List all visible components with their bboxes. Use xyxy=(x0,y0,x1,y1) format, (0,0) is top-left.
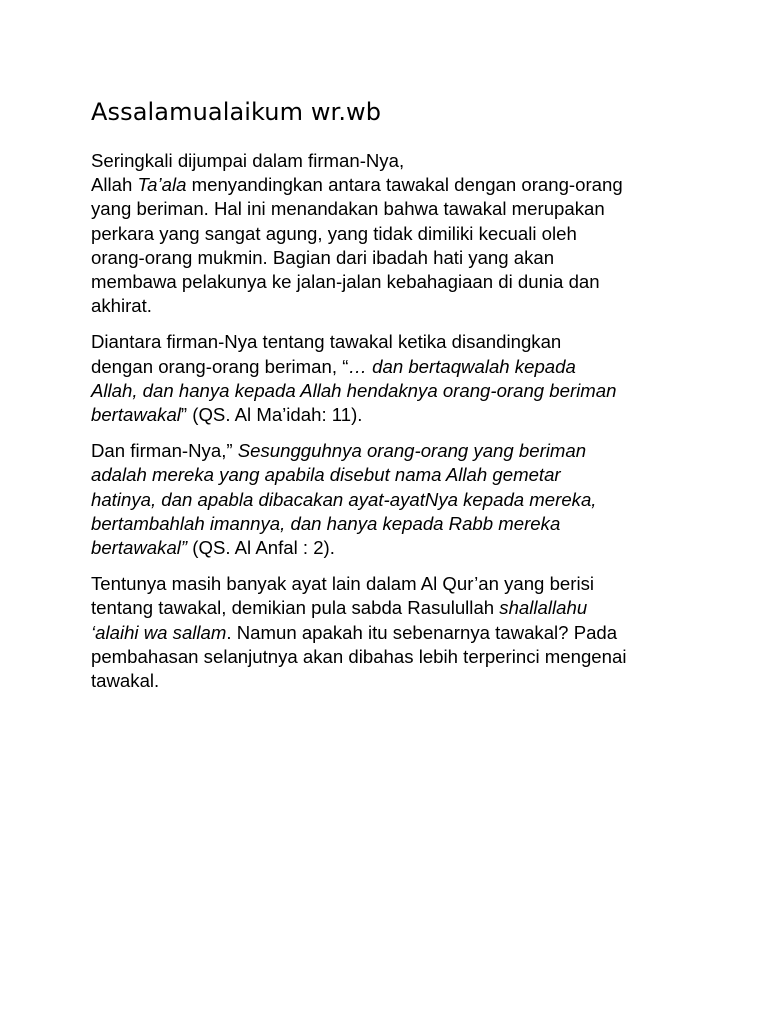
text-run: orang-orang mukmin. Bagian dari ibadah hati yang akan xyxy=(91,246,555,268)
italic-run: hatinya, dan apabla dibacakan ayat-ayatNya kepada mereka, xyxy=(91,488,597,510)
italic-run: adalah mereka yang apabila disebut nama Allah gemetar xyxy=(91,464,561,486)
text-run: tawakal. xyxy=(91,670,160,692)
italic-run: ‘alaihi wa sallam xyxy=(91,621,227,643)
paragraph-line xyxy=(91,669,686,693)
document-page xyxy=(91,96,691,705)
text-run: yang beriman. Hal ini menandakan bahwa tawakal merupakan xyxy=(91,198,605,220)
text-run: Diantara firman-Nya tentang tawakal ketika disandingkan xyxy=(91,331,562,353)
italic-run: bertawakal xyxy=(91,404,181,426)
italic-run: shallallahu xyxy=(499,597,588,619)
paragraph-line xyxy=(91,149,686,173)
paragraph-line xyxy=(91,173,686,197)
paragraph-line xyxy=(91,596,686,620)
paragraph-line xyxy=(91,621,686,645)
paragraph-line xyxy=(91,488,686,512)
text-run: Tentunya masih banyak ayat lain dalam Al Qur’an yang berisi xyxy=(91,573,595,595)
italic-run: … dan bertaqwalah kepada xyxy=(348,355,576,377)
paragraph-line xyxy=(91,246,686,270)
paragraph-line xyxy=(91,439,686,463)
text-run: menyandingkan antara tawakal dengan orang-orang xyxy=(186,174,623,196)
paragraph-line xyxy=(91,197,686,221)
text-run: Seringkali dijumpai dalam firman-Nya, xyxy=(91,150,405,171)
document-heading: Assalamualaikum wr.wb xyxy=(91,98,382,126)
paragraph-2 xyxy=(91,330,686,427)
paragraph-line xyxy=(91,645,686,669)
paragraph-4 xyxy=(91,572,686,693)
text-run: akhirat. xyxy=(91,295,152,317)
italic-run: bertambahlah imannya, dan hanya kepada Rabb mereka xyxy=(91,512,561,534)
italic-run: Allah, dan hanya kepada Allah hendaknya orang-orang beriman xyxy=(91,379,617,401)
italic-run: Sesungguhnya orang-orang yang beriman xyxy=(237,440,587,462)
paragraph-line xyxy=(91,294,686,318)
text-run: . Namun apakah itu sebenarnya tawakal? Pada xyxy=(226,621,618,643)
paragraph-line xyxy=(91,536,686,560)
text-run: Dan firman-Nya,” xyxy=(91,440,238,462)
italic-run: Ta’ala xyxy=(137,174,187,196)
paragraph-line xyxy=(91,512,686,536)
text-run: (QS. Al Anfal : 2). xyxy=(187,537,335,559)
paragraph-line xyxy=(91,572,686,596)
text-run: dengan orang-orang beriman, “ xyxy=(91,355,349,377)
text-run: pembahasan selanjutnya akan dibahas lebih terperinci mengenai xyxy=(91,645,627,667)
text-run: membawa pelakunya ke jalan-jalan kebahagiaan di dunia dan xyxy=(91,271,600,293)
paragraph-line xyxy=(91,330,686,354)
text-run: Allah xyxy=(91,174,138,196)
paragraph-line xyxy=(91,403,686,427)
italic-run: bertawakal” xyxy=(91,537,188,559)
text-run: perkara yang sangat agung, yang tidak dimiliki kecuali oleh xyxy=(91,222,577,244)
paragraph-line xyxy=(91,355,686,379)
paragraph-line xyxy=(91,379,686,403)
paragraph-1 xyxy=(91,149,686,318)
paragraph-3 xyxy=(91,439,686,560)
text-run: ” (QS. Al Ma’idah: 11). xyxy=(180,404,363,426)
paragraph-line xyxy=(91,222,686,246)
paragraph-line xyxy=(91,463,686,487)
text-run: tentang tawakal, demikian pula sabda Rasulullah xyxy=(91,597,500,619)
paragraph-line xyxy=(91,270,686,294)
